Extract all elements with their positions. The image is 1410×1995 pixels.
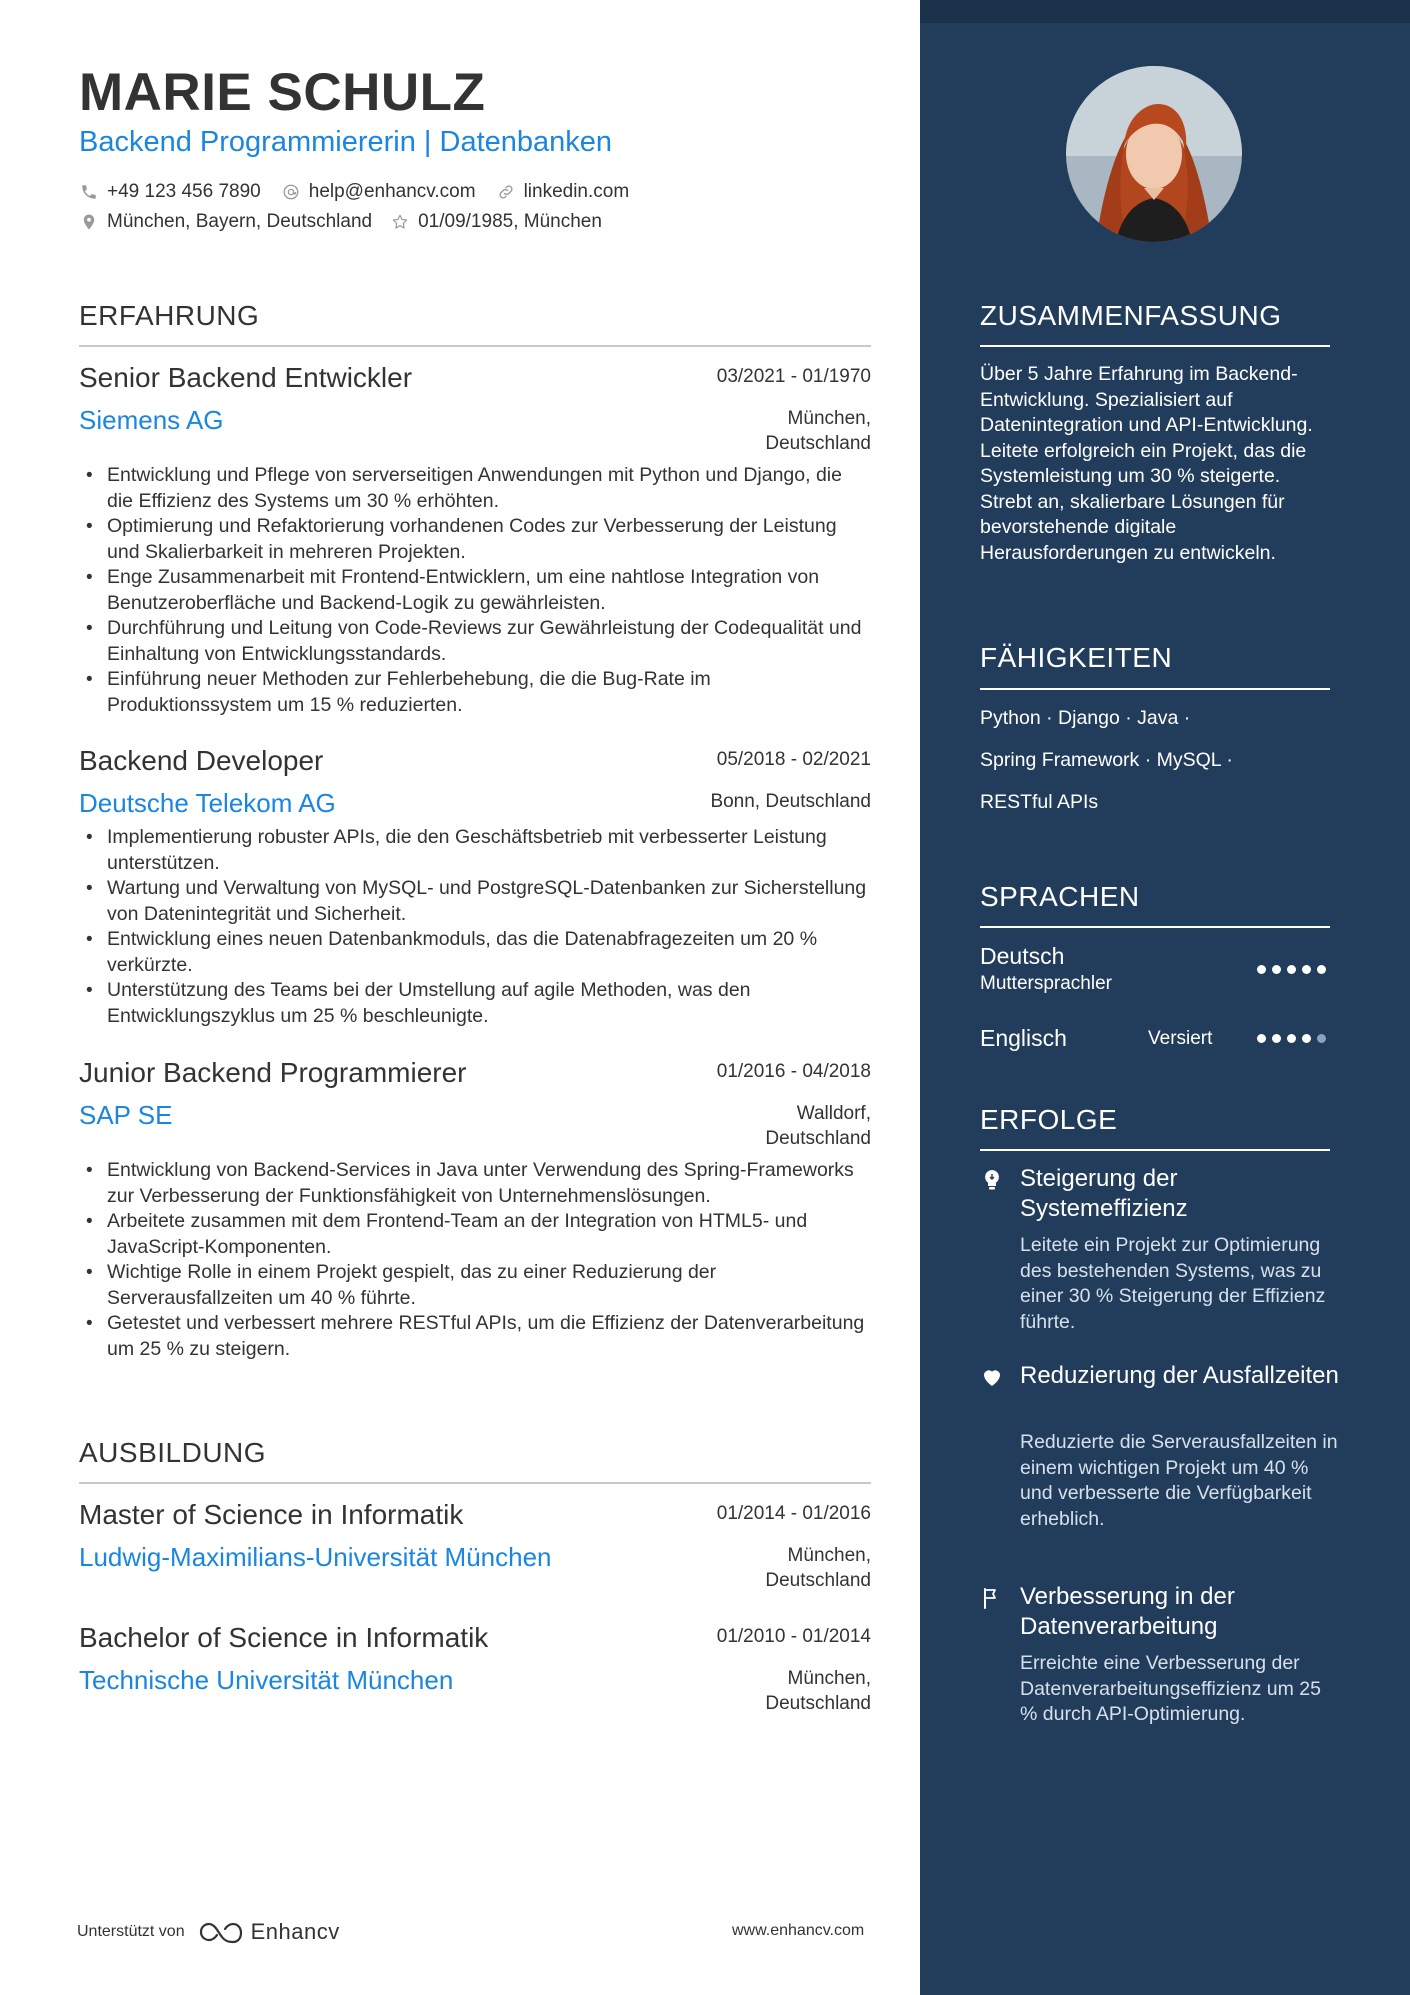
- experience-divider: [79, 345, 871, 347]
- skills-line: Python · Django · Java ·: [980, 707, 1191, 729]
- skills-title: FÄHIGKEITEN: [980, 642, 1173, 673]
- job-location-line1: Bonn, Deutschland: [710, 791, 871, 812]
- contact-location: [79, 211, 372, 233]
- job-location: [710, 789, 871, 814]
- job-dates: 01/2016 - 04/2018: [716, 1061, 871, 1082]
- rating-dot: [1302, 1034, 1311, 1043]
- job-role: Senior Backend Entwickler: [79, 362, 413, 393]
- education-location: [765, 1666, 871, 1716]
- rating-dot: [1257, 1034, 1266, 1043]
- job-bullet: • Einführung neuer Methoden zur Fehlerbehebung, die die Bug-Rate im Produktionssystem um 15 % reduzierten.: [79, 667, 871, 718]
- job-entry: [79, 362, 871, 722]
- job-location-line2: Deutschland: [765, 1128, 871, 1149]
- achievements-title: ERFOLGE: [980, 1104, 1118, 1135]
- footer-website[interactable]: www.enhancv.com: [732, 1922, 865, 1939]
- summary-text: Über 5 Jahre Erfahrung im Backend-Entwicklung. Spezialisiert auf Datenintegration und API-Entwicklung. Leitete erfolgreich ein Projekt, das die Systemleistung um 30 % steigerte. Strebt an, skalierbare Lösungen für bevorstehende digitale Herausforderungen zu entwickeln.: [980, 363, 1313, 564]
- rating-dot: [1302, 965, 1311, 974]
- education-dates: 01/2014 - 01/2016: [716, 1503, 871, 1524]
- contact-linkedin[interactable]: [496, 181, 630, 203]
- education-location-line2: Deutschland: [765, 1570, 871, 1591]
- job-bullet: • Getestet und verbessert mehrere RESTful APIs, um die Effizienz der Datenverarbeitung um 25 % zu steigern.: [79, 1311, 871, 1362]
- job-dates: 03/2021 - 01/1970: [716, 366, 871, 387]
- job-entry: [79, 745, 871, 1035]
- sidebar: [920, 0, 1410, 1995]
- achievements-divider: [980, 1149, 1330, 1151]
- lightbulb-icon: [980, 1168, 1004, 1192]
- heart-icon: [980, 1365, 1004, 1389]
- education-location-line2: Deutschland: [765, 1693, 871, 1714]
- achievement-description: Reduzierte die Serverausfallzeiten in einem wichtigen Projekt um 40 % und verbesserte die Verfügbarkeit erheblich.: [1020, 1431, 1338, 1530]
- flag-icon: [980, 1586, 1004, 1610]
- profile-photo: [1066, 66, 1242, 242]
- rating-dot: [1272, 965, 1281, 974]
- job-bullet: • Implementierung robuster APIs, die den Geschäftsbetrieb mit verbesserter Leistung unterstützen.: [79, 825, 871, 876]
- job-role: Backend Developer: [79, 745, 324, 776]
- phone-text: +49 123 456 7890: [107, 181, 261, 202]
- enhancv-brand-text: Enhancv: [250, 1919, 340, 1944]
- contact-row-2: [79, 211, 622, 233]
- avatar-icon: [1066, 66, 1242, 242]
- contact-phone[interactable]: [79, 181, 261, 203]
- education-entry: [79, 1499, 871, 1599]
- candidate-name: MARIE SCHULZ: [79, 63, 486, 122]
- achievement-description: Erreichte eine Verbesserung der Datenverarbeitungseffizienz um 25 % durch API-Optimierung.: [1020, 1652, 1321, 1725]
- skills-list: [980, 697, 1340, 823]
- education-section-title: AUSBILDUNG: [79, 1437, 267, 1468]
- job-bullet: • Arbeitete zusammen mit dem Frontend-Team an der Integration von HTML5- und JavaScript-Komponenten.: [79, 1209, 871, 1260]
- language-name: Deutsch: [980, 943, 1065, 969]
- rating-dot: [1257, 965, 1266, 974]
- contact-email[interactable]: [281, 181, 476, 203]
- education-dates: 01/2010 - 01/2014: [716, 1626, 871, 1647]
- achievement-title: Reduzierung der Ausfallzeiten: [1020, 1362, 1339, 1389]
- rating-dot: [1272, 1034, 1281, 1043]
- education-location: [765, 1543, 871, 1593]
- star-icon: [390, 212, 410, 232]
- education-degree: Bachelor of Science in Informatik: [79, 1622, 489, 1653]
- job-bullet: • Unterstützung des Teams bei der Umstellung auf agile Methoden, was den Entwicklungszyklus um 25 % beschleunigte.: [79, 978, 871, 1029]
- rating-dot-empty: [1317, 1034, 1326, 1043]
- contact-birth: [390, 211, 602, 233]
- language-level: Versiert: [1148, 1028, 1213, 1049]
- language-level: Muttersprachler: [980, 973, 1112, 994]
- candidate-subtitle: Backend Programmiererin | Datenbanken: [79, 126, 613, 158]
- education-entry: [79, 1622, 871, 1722]
- education-degree: Master of Science in Informatik: [79, 1499, 464, 1530]
- job-bullet: • Optimierung und Refaktorierung vorhandenen Codes zur Verbesserung der Leistung und Skalierbarkeit in mehreren Projekten.: [79, 514, 871, 565]
- job-bullets: [79, 825, 871, 1029]
- job-bullet: • Durchführung und Leitung von Code-Reviews zur Gewährleistung der Codequalität und Einhaltung von Entwicklungsstandards.: [79, 616, 871, 667]
- achievement-description: Leitete ein Projekt zur Optimierung des bestehenden Systems, was zu einer 30 % Steigerung der Effizienz führte.: [1020, 1234, 1326, 1333]
- achievement-title: Steigerung der Systemeffizienz: [1020, 1165, 1188, 1222]
- location-text: München, Bayern, Deutschland: [107, 211, 373, 232]
- job-company[interactable]: Siemens AG: [79, 405, 224, 435]
- summary-title: ZUSAMMENFASSUNG: [980, 300, 1282, 331]
- job-company[interactable]: SAP SE: [79, 1100, 173, 1130]
- location-pin-icon: [79, 212, 99, 232]
- rating-dot: [1317, 965, 1326, 974]
- job-role: Junior Backend Programmierer: [79, 1057, 467, 1088]
- link-icon: [496, 182, 516, 202]
- rating-dot: [1287, 965, 1296, 974]
- at-icon: [281, 182, 301, 202]
- job-location-line2: Deutschland: [765, 433, 871, 454]
- skills-line: Spring Framework · MySQL ·: [980, 749, 1233, 771]
- job-dates: 05/2018 - 02/2021: [716, 749, 871, 770]
- language-rating: [1257, 1034, 1332, 1043]
- job-entry: [79, 1057, 871, 1397]
- languages-divider: [980, 926, 1330, 928]
- experience-section-title: ERFAHRUNG: [79, 300, 260, 331]
- rating-dot: [1287, 1034, 1296, 1043]
- skills-line: RESTful APIs: [980, 791, 1099, 813]
- sidebar-top-bar: [920, 0, 1410, 23]
- skills-divider: [980, 688, 1330, 690]
- phone-icon: [79, 182, 99, 202]
- education-school[interactable]: Ludwig-Maximilians-Universität München: [79, 1542, 552, 1572]
- enhancv-logo-icon: [197, 1919, 245, 1945]
- job-location-line1: München,: [787, 408, 871, 429]
- footer-powered-by: [77, 1919, 340, 1945]
- language-rating: [1257, 965, 1332, 974]
- powered-by-text: Unterstützt von: [77, 1923, 185, 1940]
- summary-divider: [980, 345, 1330, 347]
- job-bullet: • Wartung und Verwaltung von MySQL- und PostgreSQL-Datenbanken zur Sicherstellung von Datenintegrität und Sicherheit.: [79, 876, 871, 927]
- achievement-title: Verbesserung in der Datenverarbeitung: [1020, 1583, 1235, 1640]
- job-location: [765, 406, 871, 456]
- education-school[interactable]: Technische Universität München: [79, 1665, 454, 1695]
- linkedin-text: linkedin.com: [523, 181, 630, 202]
- email-text: help@enhancv.com: [308, 181, 476, 202]
- education-location-line1: München,: [787, 1545, 871, 1566]
- contact-row-1: [79, 181, 649, 203]
- job-bullets: [79, 463, 871, 718]
- job-bullet: • Entwicklung eines neuen Datenbankmoduls, das die Datenabfragezeiten um 20 % verkürzte.: [79, 927, 871, 978]
- job-bullet: • Wichtige Rolle in einem Projekt gespielt, das zu einer Reduzierung der Serverausfallzeiten um 40 % führte.: [79, 1260, 871, 1311]
- education-location-line1: München,: [787, 1668, 871, 1689]
- job-location: [765, 1101, 871, 1151]
- enhancv-logo[interactable]: [197, 1919, 340, 1945]
- languages-title: SPRACHEN: [980, 881, 1140, 912]
- job-location-line1: Walldorf,: [796, 1103, 871, 1124]
- job-bullets: [79, 1158, 871, 1362]
- education-divider: [79, 1482, 871, 1484]
- language-name: Englisch: [980, 1025, 1067, 1051]
- birth-text: 01/09/1985, München: [418, 211, 602, 232]
- job-bullet: • Entwicklung von Backend-Services in Java unter Verwendung des Spring-Frameworks zur Verbesserung der Funktionsfähigkeit von Unternehmenslösungen.: [79, 1158, 871, 1209]
- job-company[interactable]: Deutsche Telekom AG: [79, 788, 336, 818]
- job-bullet: • Enge Zusammenarbeit mit Frontend-Entwicklern, um eine nahtlose Integration von Benutzeroberfläche und Backend-Logik zu gewährleisten.: [79, 565, 871, 616]
- job-bullet: • Entwicklung und Pflege von serverseitigen Anwendungen mit Python und Django, die die Effizienz des Systems um 30 % erhöhten.: [79, 463, 871, 514]
